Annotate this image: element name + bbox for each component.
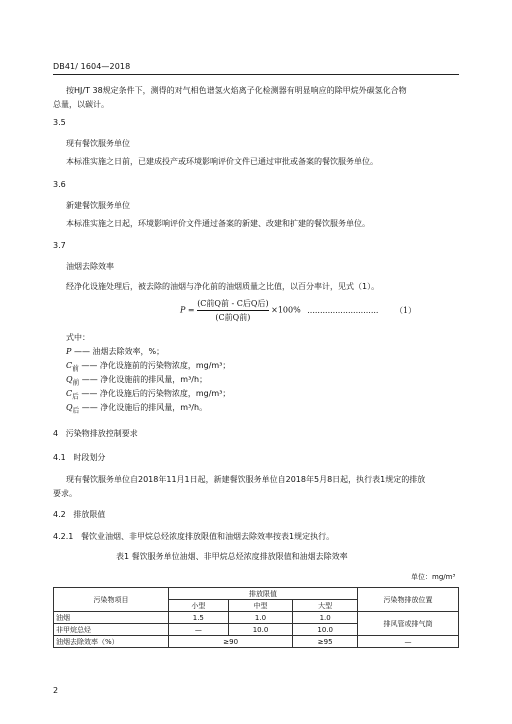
formula-tail: ×100%: [271, 305, 301, 315]
intro-line-2: 总量，以碳计。: [53, 100, 109, 109]
symbol-C-before: $C_前$ —— 净化设施前的污染物浓度，mg/m³；: [66, 361, 231, 373]
intro-line-1: 按HJ/T 38规定条件下，测得的对气相色谱氢火焰离子化检测器有明显响应的除甲烷外碳氢化合物: [66, 86, 407, 95]
formula-denominator: (C前Q前): [215, 313, 251, 322]
section-3-6-definition: 本标准实施之日起，环境影响评价文件通过备案的新建、改建和扩建的餐饮服务单位。: [66, 219, 370, 228]
formula-equation-number: （1）: [395, 305, 417, 315]
where-label: 式中：: [66, 333, 90, 342]
formula-lhs: P: [180, 305, 186, 315]
table-header-row: [54, 588, 459, 600]
page-number: 2: [53, 686, 59, 695]
section-4-1-line-2: 要求。: [53, 489, 77, 498]
formula-1: P = $\frac{\text{(C前Q前 - C后Q后)}}{\text{(C前Q前)}}$ ×100% ............................ （1）: [180, 299, 417, 322]
symbol-P: P —— 油烟去除效率，%；: [66, 347, 165, 356]
section-4-2-1-text: 4.2.1 餐饮业油烟、非甲烷总烃浓度排放限值和油烟去除效率按表1规定执行。: [53, 532, 335, 541]
row-small: 1.5: [169, 612, 229, 624]
section-3-6-term: 新建餐饮服务单位: [66, 201, 130, 210]
row-medium: 1.0: [228, 612, 293, 624]
section-4-1-heading: 4.1 时段划分: [53, 453, 106, 462]
row-small: —: [169, 624, 229, 636]
header-small: 小型: [169, 600, 229, 612]
section-4-1-line-1: 现有餐饮服务单位自2018年11月1日起，新建餐饮服务单位自2018年5月8日起，执行表1规定的排放: [66, 475, 426, 484]
header-medium: 中型: [228, 600, 293, 612]
section-3-7-number: 3.7: [53, 241, 66, 250]
formula-fraction: [197, 298, 268, 323]
symbol-Q-before: $Q_前$ —— 净化设施前的排风量，m³/h；: [66, 375, 208, 387]
section-3-6-number: 3.6: [53, 180, 66, 189]
header-rule: [53, 74, 459, 75]
fraction-bar: [197, 310, 268, 311]
section-3-5-number: 3.5: [53, 118, 66, 127]
row-small-medium: ≥90: [169, 636, 293, 648]
section-3-7-definition: 经净化设施处理后，被去除的油烟与净化前的油烟质量之比值，以百分率计，见式（1）。: [66, 282, 380, 291]
table-row: [54, 612, 459, 624]
table-1-unit: 单位：mg/m³: [411, 573, 456, 581]
row-large: 1.0: [293, 612, 358, 624]
row-large: ≥95: [293, 636, 358, 648]
header-large: 大型: [293, 600, 358, 612]
table-1: [53, 587, 459, 648]
formula-numerator: (C前Q前 - C后Q后): [197, 299, 269, 308]
section-4-heading: 4 污染物排放控制要求: [53, 429, 138, 438]
section-4-2-heading: 4.2 排放限值: [53, 510, 106, 519]
section-3-7-term: 油烟去除效率: [66, 262, 114, 271]
row-medium: 10.0: [228, 624, 293, 636]
section-3-5-term: 现有餐饮服务单位: [66, 139, 130, 148]
row-item: 非甲烷总烃: [54, 624, 169, 636]
row-item: 油烟: [54, 612, 169, 624]
row-item: 油烟去除效率（%）: [54, 636, 169, 648]
formula-dots: ............................: [307, 305, 379, 315]
header-item: 污染物项目: [54, 588, 169, 612]
table-1-caption: 表1 餐饮服务单位油烟、非甲烷总烃浓度排放限值和油烟去除效率: [116, 552, 348, 561]
header-limit: 排放限值: [169, 588, 358, 600]
row-site: —: [358, 636, 459, 648]
row-large: 10.0: [293, 624, 358, 636]
row-site-merged: 排风管或排气筒: [358, 612, 459, 636]
header-site: 污染物排放位置: [358, 588, 459, 612]
table-row: [54, 636, 459, 648]
section-3-5-definition: 本标准实施之日前，已建成投产或环境影响评价文件已通过审批或备案的餐饮服务单位。: [66, 157, 378, 166]
standard-number: DB41/ 1604—2018: [53, 62, 131, 71]
symbol-C-after: $C_后$ —— 净化设施后的污染物浓度，mg/m³；: [66, 389, 231, 401]
symbol-Q-after: $Q_后$ —— 净化设施后的排风量，m³/h。: [66, 403, 208, 415]
